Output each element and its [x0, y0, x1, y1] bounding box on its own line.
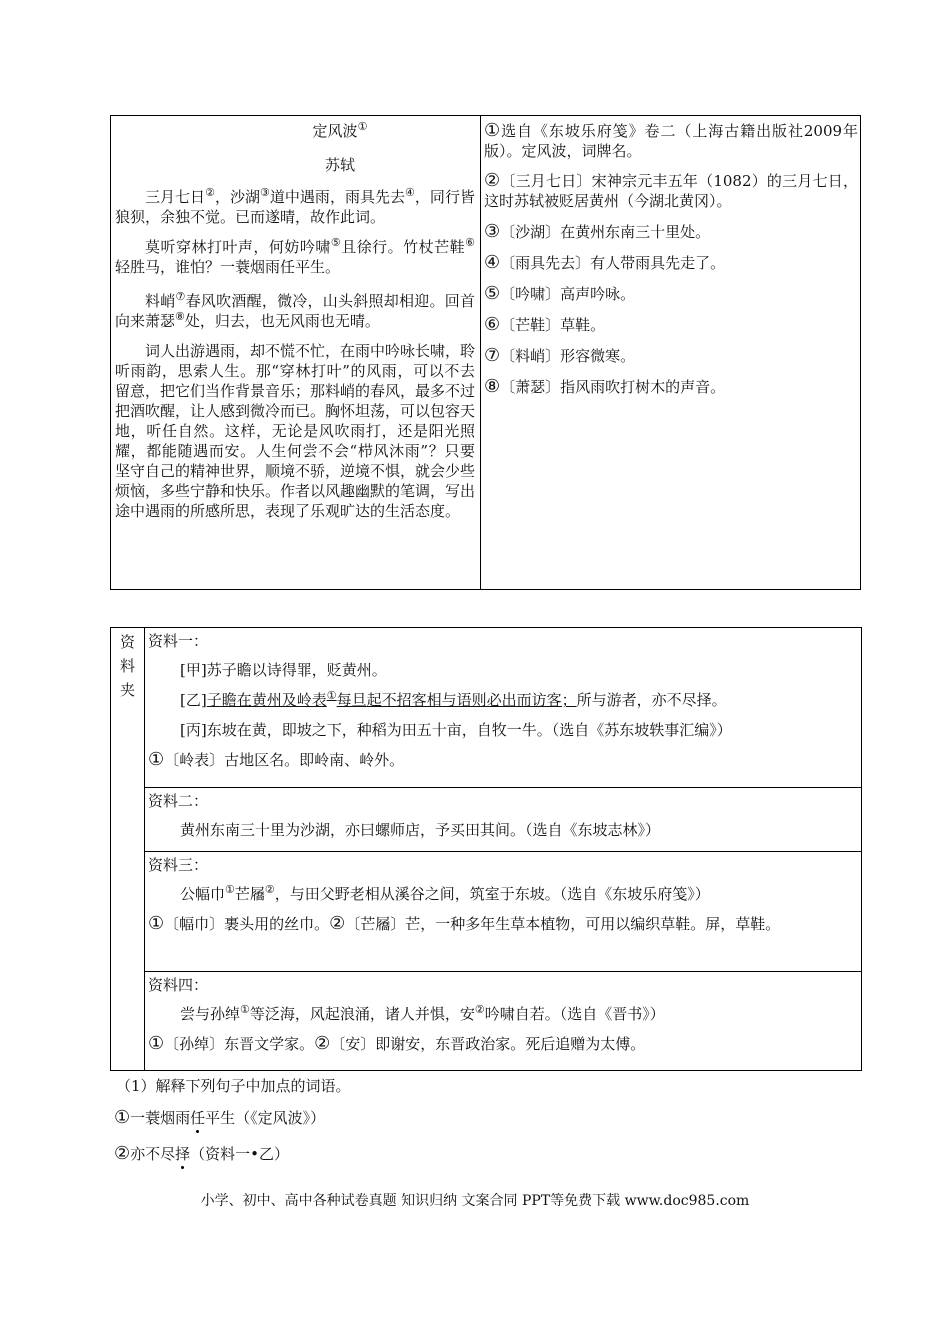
question-item-2: ②亦不尽择（资料一•乙）: [114, 1143, 290, 1164]
side-char: 料: [119, 657, 135, 675]
poem-preface: 三月七日②，沙湖③道中遇雨，雨具先去④，同行皆狼狈，余独不觉。已而遂晴，故作此词。: [115, 186, 475, 226]
materials-side-label: [111, 628, 145, 1070]
poem-title: 定风波①: [312, 120, 368, 140]
material-heading: 资料二：: [148, 792, 209, 810]
material-heading: 资料三：: [148, 856, 209, 874]
material-2: [144, 788, 861, 852]
material-line: [丙]东坡在黄，即坡之下，种稻为田五十亩，自牧一牛。（选自《苏东坡轶事汇编》）: [180, 721, 732, 739]
question-item-1: ①一蓑烟雨任平生（《定风波》）: [114, 1107, 326, 1128]
material-1: [144, 628, 861, 788]
note-item: ⑥〔芒鞋〕草鞋。: [484, 314, 606, 335]
side-char: 资: [119, 633, 135, 651]
material-4: [144, 972, 861, 1070]
material-footnote: ①〔孙绰〕东晋文学家。②〔安〕即谢安，东晋政治家。死后追赠为太傅。: [148, 1033, 646, 1054]
note-item: ③〔沙湖〕在黄州东南三十里处。: [484, 221, 711, 242]
material-footnote: ①〔幅巾〕裹头用的丝巾。②〔芒屩〕芒，一种多年生草本植物，可用以编织草鞋。屏，草鞋。: [148, 913, 781, 934]
material-line: 黄州东南三十里为沙湖，亦曰螺师店，予买田其间。（选自《东坡志林》）: [180, 821, 661, 839]
material-line: 尝与孙绰①等泛海，风起浪涌，诸人并惧，安②吟啸自若。（选自《晋书》）: [180, 1003, 665, 1023]
material-3: [144, 852, 861, 972]
poem-column: [115, 121, 475, 521]
side-char: 夹: [119, 681, 135, 699]
poem-stanza-1: 莫听穿林打叶声，何妨吟啸⑤且徐行。竹杖芒鞋⑥轻胜马，谁怕？一蓑烟雨任平生。: [115, 236, 475, 276]
page-footer: 小学、初中、高中各种试卷真题 知识归纳 文案合同 PPT等免费下载 www.doc985.com: [200, 1193, 750, 1209]
material-line: [甲]苏子瞻以诗得罪，贬黄州。: [180, 661, 387, 679]
material-line: [乙]子瞻在黄州及岭表①每旦起不招客相与语则必出而访客；所与游者，亦不尽择。: [180, 689, 727, 709]
material-heading: 资料四：: [148, 976, 209, 994]
note-item: ⑤〔吟啸〕高声吟咏。: [484, 283, 636, 304]
note-item: ②〔三月七日〕宋神宗元丰五年（1082）的三月七日，这时苏轼被贬居黄州（今湖北黄冈）。: [484, 170, 858, 210]
question-1: （1）解释下列句子中加点的词语。: [116, 1077, 351, 1095]
poem-author: 苏轼: [324, 156, 355, 174]
notes-column: [484, 121, 858, 408]
material-footnote: ①〔岭表〕古地区名。即岭南、岭外。: [148, 749, 405, 770]
poem-table: [110, 115, 861, 590]
column-divider: [480, 116, 481, 589]
materials-table: [110, 627, 862, 1071]
note-item: ④〔雨具先去〕有人带雨具先走了。: [484, 252, 726, 273]
note-item: ⑧〔萧瑟〕指风雨吹打树木的声音。: [484, 376, 726, 397]
material-heading: 资料一：: [148, 632, 209, 650]
note-item: ①选自《东坡乐府笺》卷二（上海古籍出版社2009年版）。定风波，词牌名。: [484, 120, 858, 160]
material-line: 公幅巾①芒屩②，与田父野老相从溪谷之间，筑室于东坡。（选自《东坡乐府笺》）: [180, 883, 710, 903]
poem-commentary: 词人出游遇雨，却不慌不忙，在雨中吟咏长啸，聆听雨韵，思索人生。那“穿林打叶”的风雨，可以不去留意，把它们当作背景音乐；那料峭的春风，最多不过把酒吹醒，让人感到微冷而已。胸怀坦荡，可以包容天地，听任自然。这样，无论是风吹雨打，还是阳光照耀，都能随遇而安。人生何尝不会“栉风沐雨”？只要坚守自己的精神世界，顺境不骄，逆境不惧，就会少些烦恼，多些宁静和快乐。作者以风趣幽默的笔调，写出途中遇雨的所感所思，表现了乐观旷达的生活态度。: [115, 342, 476, 520]
poem-stanza-2: 料峭⑦春风吹酒醒，微冷，山头斜照却相迎。回首向来萧瑟⑧处，归去，也无风雨也无晴。: [115, 290, 475, 330]
note-item: ⑦〔料峭〕形容微寒。: [484, 345, 636, 366]
